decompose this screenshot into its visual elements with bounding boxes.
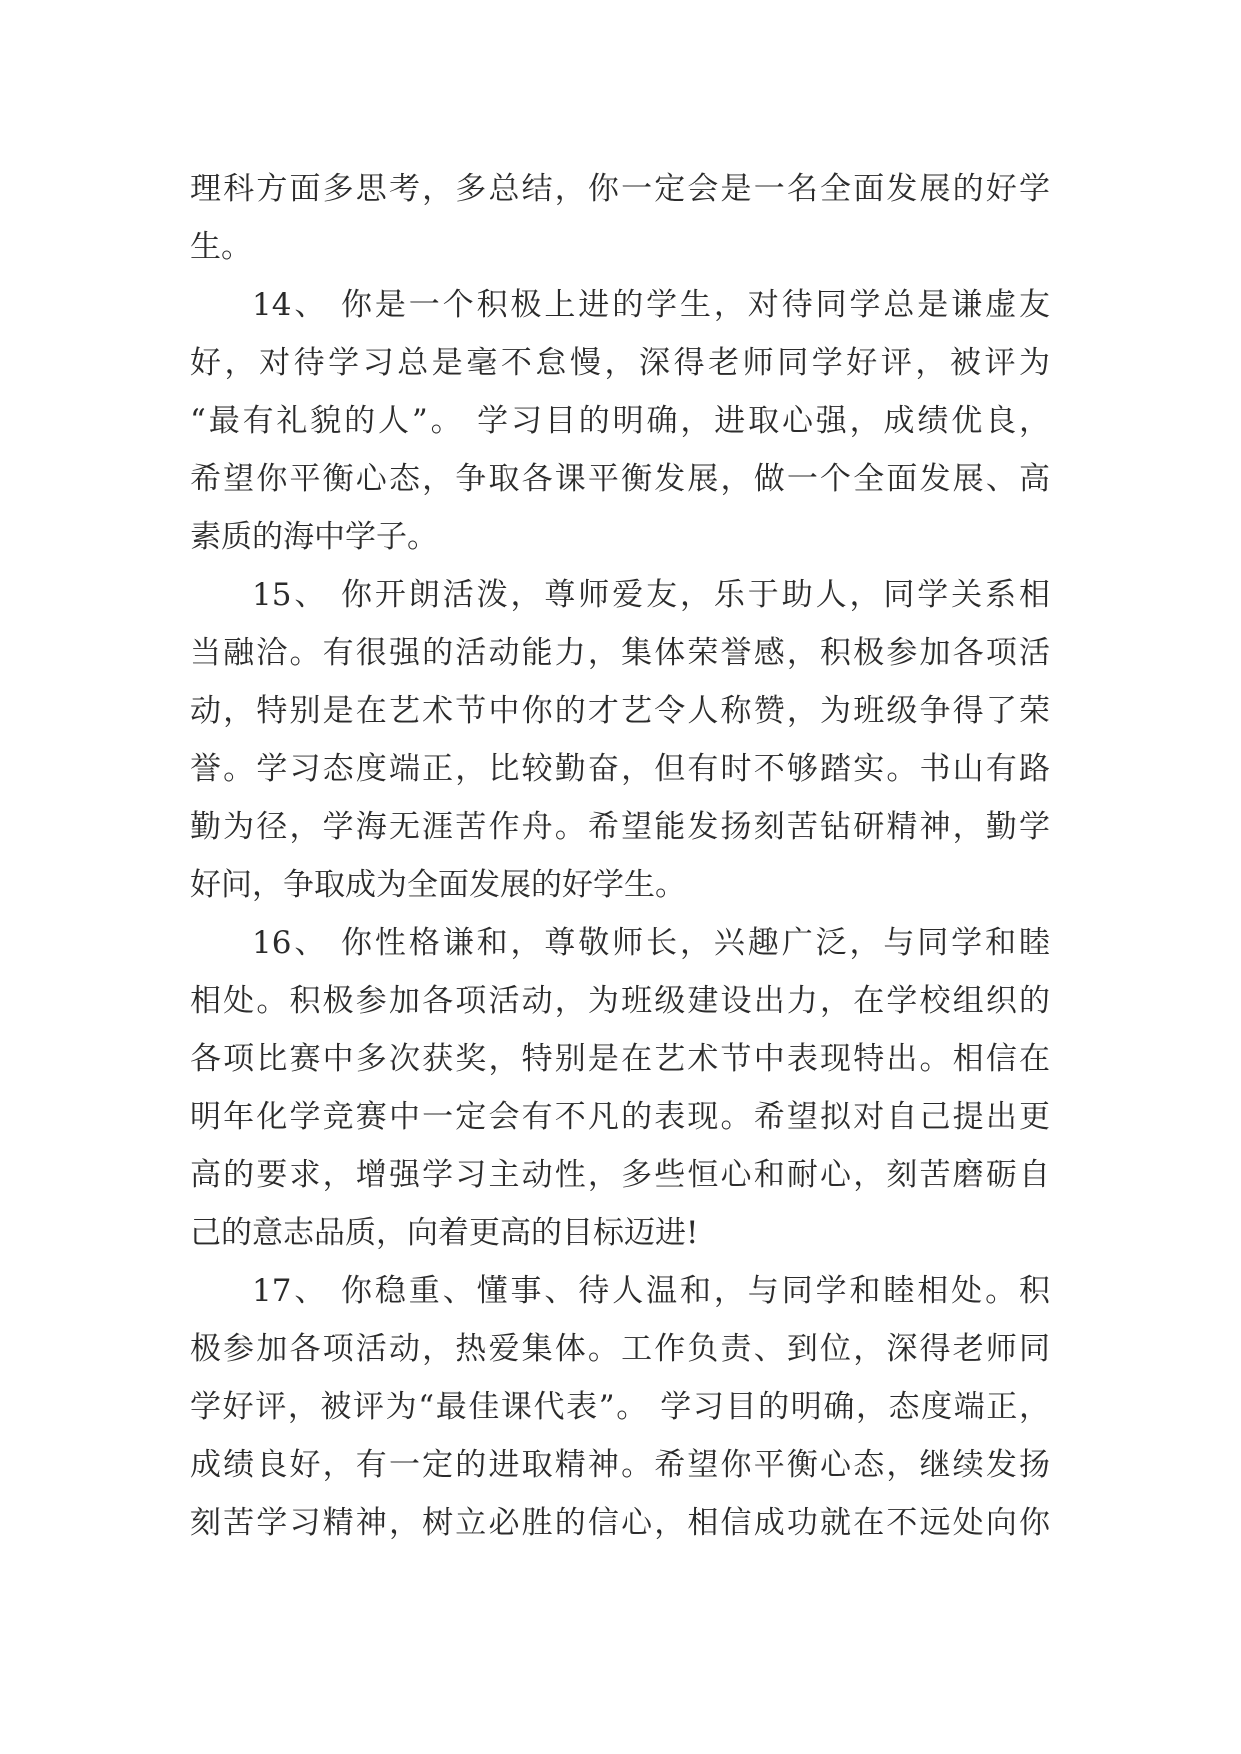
text-line: 学好评，被评为“最佳课代表”。 学习目的明确，态度端正， bbox=[190, 1389, 1050, 1425]
text-line: 好，对待学习总是毫不怠慢，深得老师同学好评，被评为 bbox=[190, 345, 1050, 381]
text-line: 理科方面多思考，多总结，你一定会是一名全面发展的好学 bbox=[190, 171, 1050, 207]
text-line: 素质的海中学子。 bbox=[190, 519, 438, 555]
text-line: 明年化学竞赛中一定会有不凡的表现。希望拟对自己提出更 bbox=[190, 1099, 1050, 1135]
text-line: 高的要求，增强学习主动性，多些恒心和耐心，刻苦磨砺自 bbox=[190, 1157, 1050, 1193]
text-line: 好问，争取成为全面发展的好学生。 bbox=[190, 867, 686, 903]
text-line: 成绩良好，有一定的进取精神。希望你平衡心态，继续发扬 bbox=[190, 1447, 1050, 1483]
text-line: 当融洽。有很强的活动能力，集体荣誉感，积极参加各项活 bbox=[190, 635, 1050, 671]
text-line: 各项比赛中多次获奖，特别是在艺术节中表现特出。相信在 bbox=[190, 1041, 1050, 1077]
text-line: 己的意志品质，向着更高的目标迈进! bbox=[190, 1215, 699, 1251]
text-line: 誉。学习态度端正，比较勤奋，但有时不够踏实。书山有路 bbox=[190, 751, 1050, 787]
document-body bbox=[190, 160, 1050, 1552]
text-line: 希望你平衡心态，争取各课平衡发展，做一个全面发展、高 bbox=[190, 461, 1050, 497]
text-line: “最有礼貌的人”。 学习目的明确，进取心强，成绩优良， bbox=[190, 403, 1050, 439]
paragraph-first-line: 14、 你是一个积极上进的学生，对待同学总是谦虚友 bbox=[252, 287, 1050, 323]
text-line: 动，特别是在艺术节中你的才艺令人称赞，为班级争得了荣 bbox=[190, 693, 1050, 729]
text-line: 相处。积极参加各项活动，为班级建设出力，在学校组织的 bbox=[190, 983, 1050, 1019]
text-line: 勤为径，学海无涯苦作舟。希望能发扬刻苦钻研精神，勤学 bbox=[190, 809, 1050, 845]
paragraph-first-line: 17、 你稳重、懂事、待人温和，与同学和睦相处。积 bbox=[252, 1273, 1050, 1309]
text-line: 刻苦学习精神，树立必胜的信心，相信成功就在不远处向你 bbox=[190, 1505, 1050, 1541]
paragraph-first-line: 16、 你性格谦和，尊敬师长，兴趣广泛，与同学和睦 bbox=[252, 925, 1050, 961]
text-line: 极参加各项活动，热爱集体。工作负责、到位，深得老师同 bbox=[190, 1331, 1050, 1367]
text-line: 生。 bbox=[190, 229, 252, 265]
paragraph-first-line: 15、 你开朗活泼，尊师爱友，乐于助人，同学关系相 bbox=[252, 577, 1050, 613]
